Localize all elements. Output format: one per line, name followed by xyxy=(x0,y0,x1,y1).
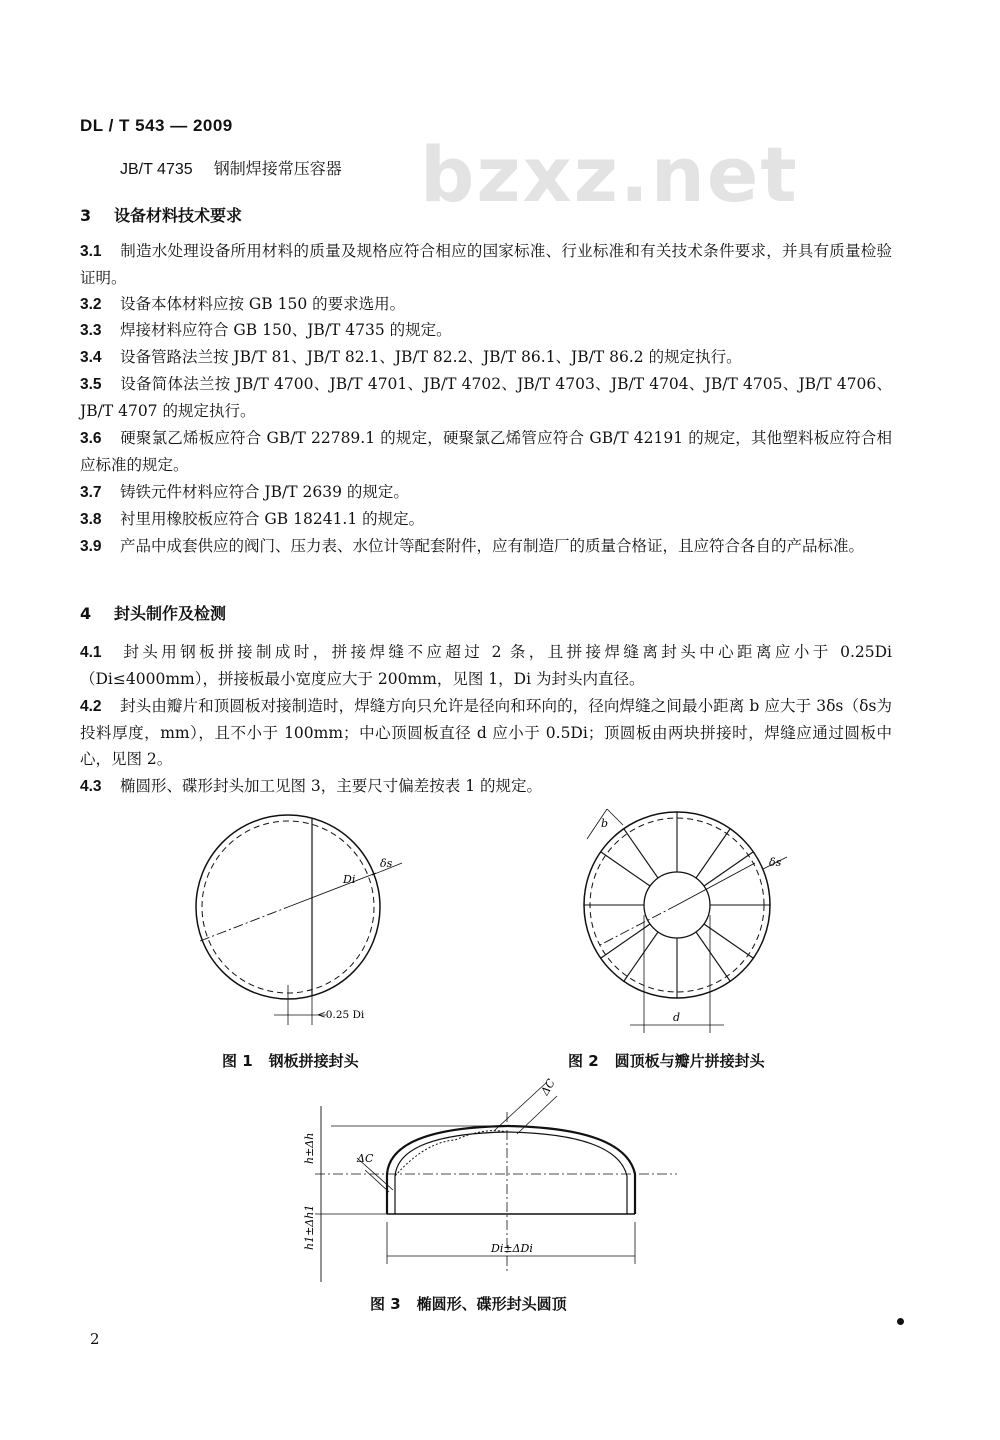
clause-text: 制造水处理设备所用材料的质量及规格应符合相应的国家标准、行业标准和有关技术条件要求，并具有质量检验证明。 xyxy=(80,242,892,287)
caption-text: 圆顶板与瓣片拼接封头 xyxy=(614,1052,765,1070)
figure-1-drawing xyxy=(180,805,420,1045)
clause-4-1 xyxy=(80,639,892,692)
clause-text: 衬里用橡胶板应符合 GB 18241.1 的规定。 xyxy=(120,510,425,528)
label-dc-side: ΔC xyxy=(357,1152,374,1165)
clause-text: 封头由瓣片和顶圆板对接制造时，焊缝方向只允许是径向和环向的，径向焊缝之间最小距离 b 应大于 3δs（δs为投料厚度，mm），且不小于 100mm；中心顶圆板直径 d 应小于 0.5Di；顶圆板由两块拼接时，焊缝应通过圆板中心，见图 2。 xyxy=(80,697,892,768)
clause-number: 4.3 xyxy=(80,778,102,795)
clause-number: 4.1 xyxy=(80,644,102,661)
clause-text: 硬聚氯乙烯板应符合 GB/T 22789.1 的规定，硬聚氯乙烯管应符合 GB/T 42191 的规定，其他塑料板应符合相应标准的规定。 xyxy=(80,429,892,474)
figure-2-drawing xyxy=(565,805,805,1045)
figure-2-caption xyxy=(568,1050,765,1071)
clause-number: 3.5 xyxy=(80,376,102,393)
label-thickness: δs xyxy=(769,856,782,869)
clause-3-6 xyxy=(80,425,892,478)
label-di: Di±ΔDi xyxy=(491,1242,533,1255)
section-4-heading xyxy=(80,601,226,624)
clause-3-1 xyxy=(80,238,892,291)
clause-3-8 xyxy=(80,506,892,533)
standard-code: DL / T 543 — 2009 xyxy=(80,116,233,135)
label-b: b xyxy=(601,817,609,830)
figure-1-caption xyxy=(222,1050,359,1071)
clause-3-4 xyxy=(80,344,892,371)
clause-3-2 xyxy=(80,291,892,318)
diameter-leader xyxy=(288,873,376,907)
clause-text: 设备管路法兰按 JB/T 81、JB/T 82.1、JB/T 82.2、JB/T 86.1、JB/T 86.2 的规定执行。 xyxy=(120,348,742,366)
head-outer-profile xyxy=(387,1126,635,1214)
clause-3-3 xyxy=(80,317,892,344)
section-3-heading xyxy=(80,203,242,226)
caption-number: 图 3 xyxy=(370,1295,401,1313)
clause-text: 产品中成套供应的阀门、压力表、水位计等配套附件，应有制造厂的质量合格证，且应符合各自的产品标准。 xyxy=(120,537,865,555)
head-inner-profile xyxy=(395,1132,627,1214)
section-title: 设备材料技术要求 xyxy=(114,206,243,225)
caption-number: 图 2 xyxy=(568,1052,599,1070)
clause-number: 3.8 xyxy=(80,511,102,528)
reference-code: JB/T 4735 xyxy=(120,161,193,178)
clause-number: 3.4 xyxy=(80,349,102,366)
page-number: 2 xyxy=(90,1330,100,1348)
clause-number: 3.9 xyxy=(80,538,102,555)
clause-3-9 xyxy=(80,533,892,560)
clause-text: 封头用钢板拼接制成时，拼接焊缝不应超过 2 条，且拼接焊缝离封头中心距离应小于 0.25Di（Di≤4000mm），拼接板最小宽度应大于 200mm，见图 1，Di 为封头内直径。 xyxy=(80,643,892,688)
clause-4-2 xyxy=(80,693,892,772)
clause-number: 3.6 xyxy=(80,430,102,447)
clause-text: 椭圆形、碟形封头加工见图 3，主要尺寸偏差按表 1 的规定。 xyxy=(120,777,543,795)
label-dc-top: ΔC xyxy=(538,1076,558,1098)
watermark: bzxz.net xyxy=(420,130,799,219)
clause-3-5 xyxy=(80,371,892,424)
label-thickness: δs xyxy=(380,857,393,870)
figure-3-caption xyxy=(370,1293,567,1314)
label-d: d xyxy=(673,1011,681,1024)
clause-text: 设备简体法兰按 JB/T 4700、JB/T 4701、JB/T 4702、JB/T 4703、JB/T 4704、JB/T 4705、JB/T 4706、JB/T 4707 的规定执行。 xyxy=(80,375,892,420)
caption-number: 图 1 xyxy=(222,1052,253,1070)
clause-text: 设备本体材料应按 GB 150 的要求选用。 xyxy=(120,295,406,313)
clause-3-7 xyxy=(80,479,892,506)
label-offset: <0.25 Di xyxy=(317,1009,365,1021)
clause-number: 3.2 xyxy=(80,296,102,313)
clause-number: 3.7 xyxy=(80,484,102,501)
caption-text: 钢板拼接封头 xyxy=(268,1052,359,1070)
label-di: Di xyxy=(343,873,356,886)
label-h: h±Δh xyxy=(303,1132,316,1164)
section-title: 封头制作及检测 xyxy=(114,604,227,623)
reference-title: 钢制焊接常压容器 xyxy=(213,159,342,178)
reference-standard xyxy=(120,156,342,179)
label-h1: h1±Δh1 xyxy=(303,1204,316,1250)
figure-3-drawing xyxy=(295,1072,715,1290)
clause-text: 焊接材料应符合 GB 150、JB/T 4735 的规定。 xyxy=(120,321,452,339)
bullet-dot xyxy=(897,1318,904,1325)
section-number: 3 xyxy=(80,206,92,225)
clause-number: 3.3 xyxy=(80,322,102,339)
section-number: 4 xyxy=(80,604,92,623)
clause-4-3 xyxy=(80,773,892,800)
clause-number: 3.1 xyxy=(80,243,102,260)
clause-number: 4.2 xyxy=(80,698,102,715)
caption-text: 椭圆形、碟形封头圆顶 xyxy=(416,1295,567,1313)
clause-text: 铸铁元件材料应符合 JB/T 2639 的规定。 xyxy=(120,483,409,501)
